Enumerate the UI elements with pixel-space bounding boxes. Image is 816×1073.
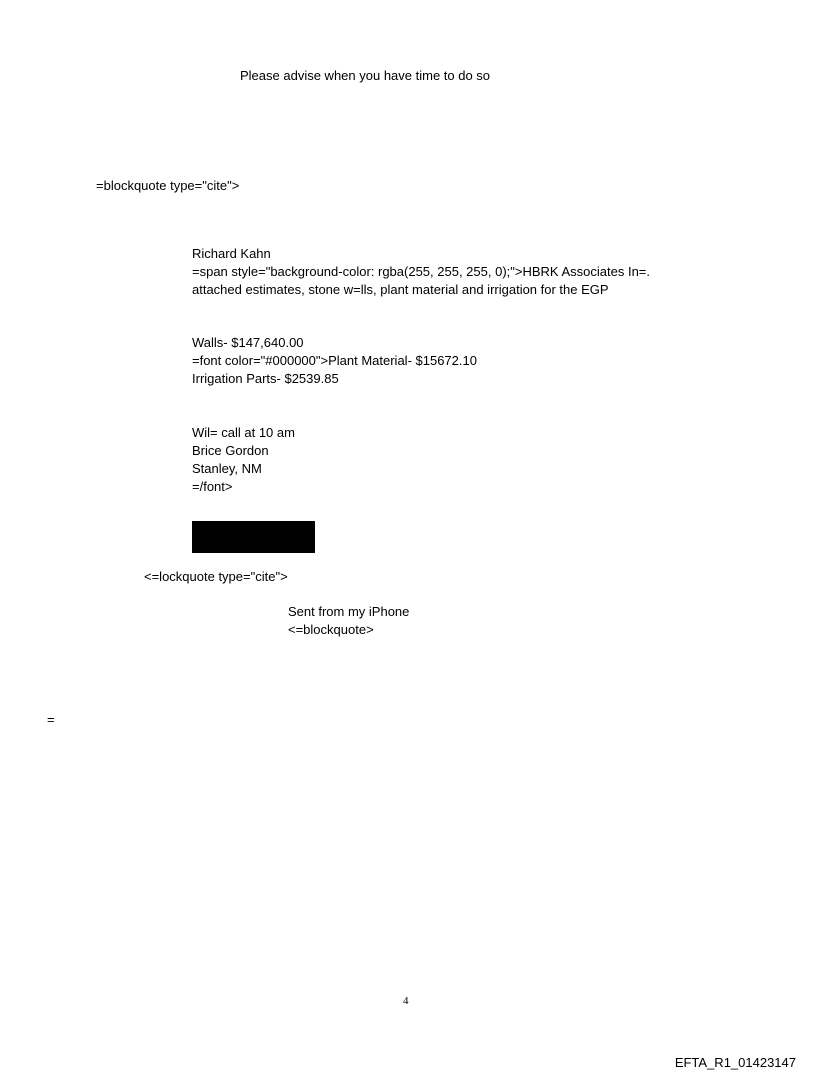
trailing-equals: = bbox=[47, 712, 55, 727]
font-close-line: =/font> bbox=[192, 479, 233, 494]
span-markup-line: =span style="background-color: rgba(255, 255, 255, 0);">HBRK Associates In=. bbox=[192, 264, 650, 279]
bates-number: EFTA_R1_01423147 bbox=[674, 1055, 796, 1070]
attached-estimates-line: attached estimates, stone w=lls, plant material and irrigation for the EGP bbox=[192, 282, 609, 297]
page-number: 4 bbox=[403, 995, 409, 1007]
signature-location: Stanley, NM bbox=[192, 461, 262, 476]
sender-name: Richard Kahn bbox=[192, 246, 271, 261]
sent-from-iphone: Sent from my iPhone bbox=[288, 604, 410, 619]
call-line: Wil= call at 10 am bbox=[192, 425, 295, 440]
advise-line: Please advise when you have time to do so bbox=[240, 68, 491, 83]
redaction-block bbox=[192, 521, 315, 553]
blockquote-open-line: =blockquote type="cite"> bbox=[96, 178, 240, 193]
irrigation-estimate: Irrigation Parts- $2539.85 bbox=[192, 371, 339, 386]
lockquote-line: <=lockquote type="cite"> bbox=[144, 569, 288, 584]
plant-material-estimate: =font color="#000000">Plant Material- $15672.10 bbox=[192, 353, 477, 368]
blockquote-close-line: <=blockquote> bbox=[288, 622, 374, 637]
walls-estimate: Walls- $147,640.00 bbox=[192, 335, 304, 350]
signature-name: Brice Gordon bbox=[192, 443, 269, 458]
